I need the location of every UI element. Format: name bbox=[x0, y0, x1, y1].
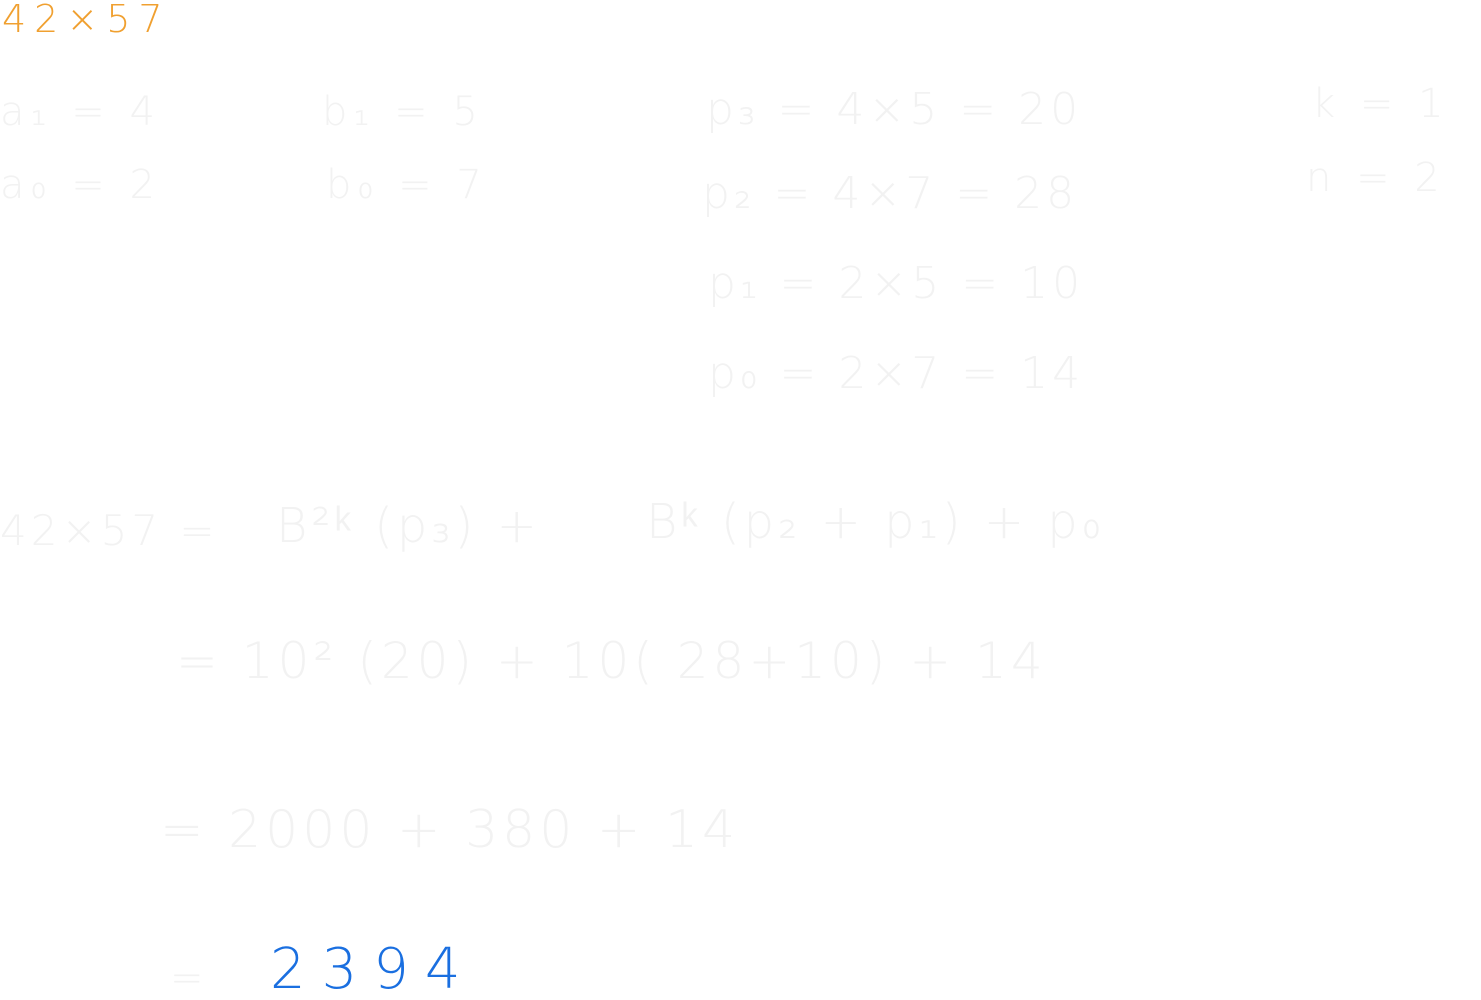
formula-term2: Bᵏ (p₂ + p₁) + p₀ bbox=[646, 494, 1106, 550]
var-b0: b₀ = 7 bbox=[326, 162, 488, 208]
product-p3: p₃ = 4×5 = 20 bbox=[706, 84, 1083, 135]
var-a1: a₁ = 4 bbox=[0, 89, 161, 135]
var-b1: b₁ = 5 bbox=[322, 89, 484, 135]
var-a0: a₀ = 2 bbox=[0, 162, 161, 208]
product-p2: p₂ = 4×7 = 28 bbox=[702, 168, 1079, 219]
step-1: = 10² (20) + 10( 28+10) + 14 bbox=[176, 632, 1047, 690]
var-k: k = 1 bbox=[1312, 81, 1450, 127]
product-p1: p₁ = 2×5 = 10 bbox=[708, 258, 1085, 309]
var-n: n = 2 bbox=[1306, 155, 1446, 201]
product-p0: p₀ = 2×7 = 14 bbox=[708, 348, 1085, 399]
step-3-equals: = bbox=[170, 955, 204, 1000]
step-2: = 2000 + 380 + 14 bbox=[160, 800, 740, 860]
final-answer: 2394 bbox=[270, 937, 477, 1000]
formula-lhs: 42×57 = bbox=[0, 506, 219, 555]
problem-title: 42×57 bbox=[2, 0, 171, 41]
formula-term1: B²ᵏ (p₃) + bbox=[276, 498, 541, 554]
